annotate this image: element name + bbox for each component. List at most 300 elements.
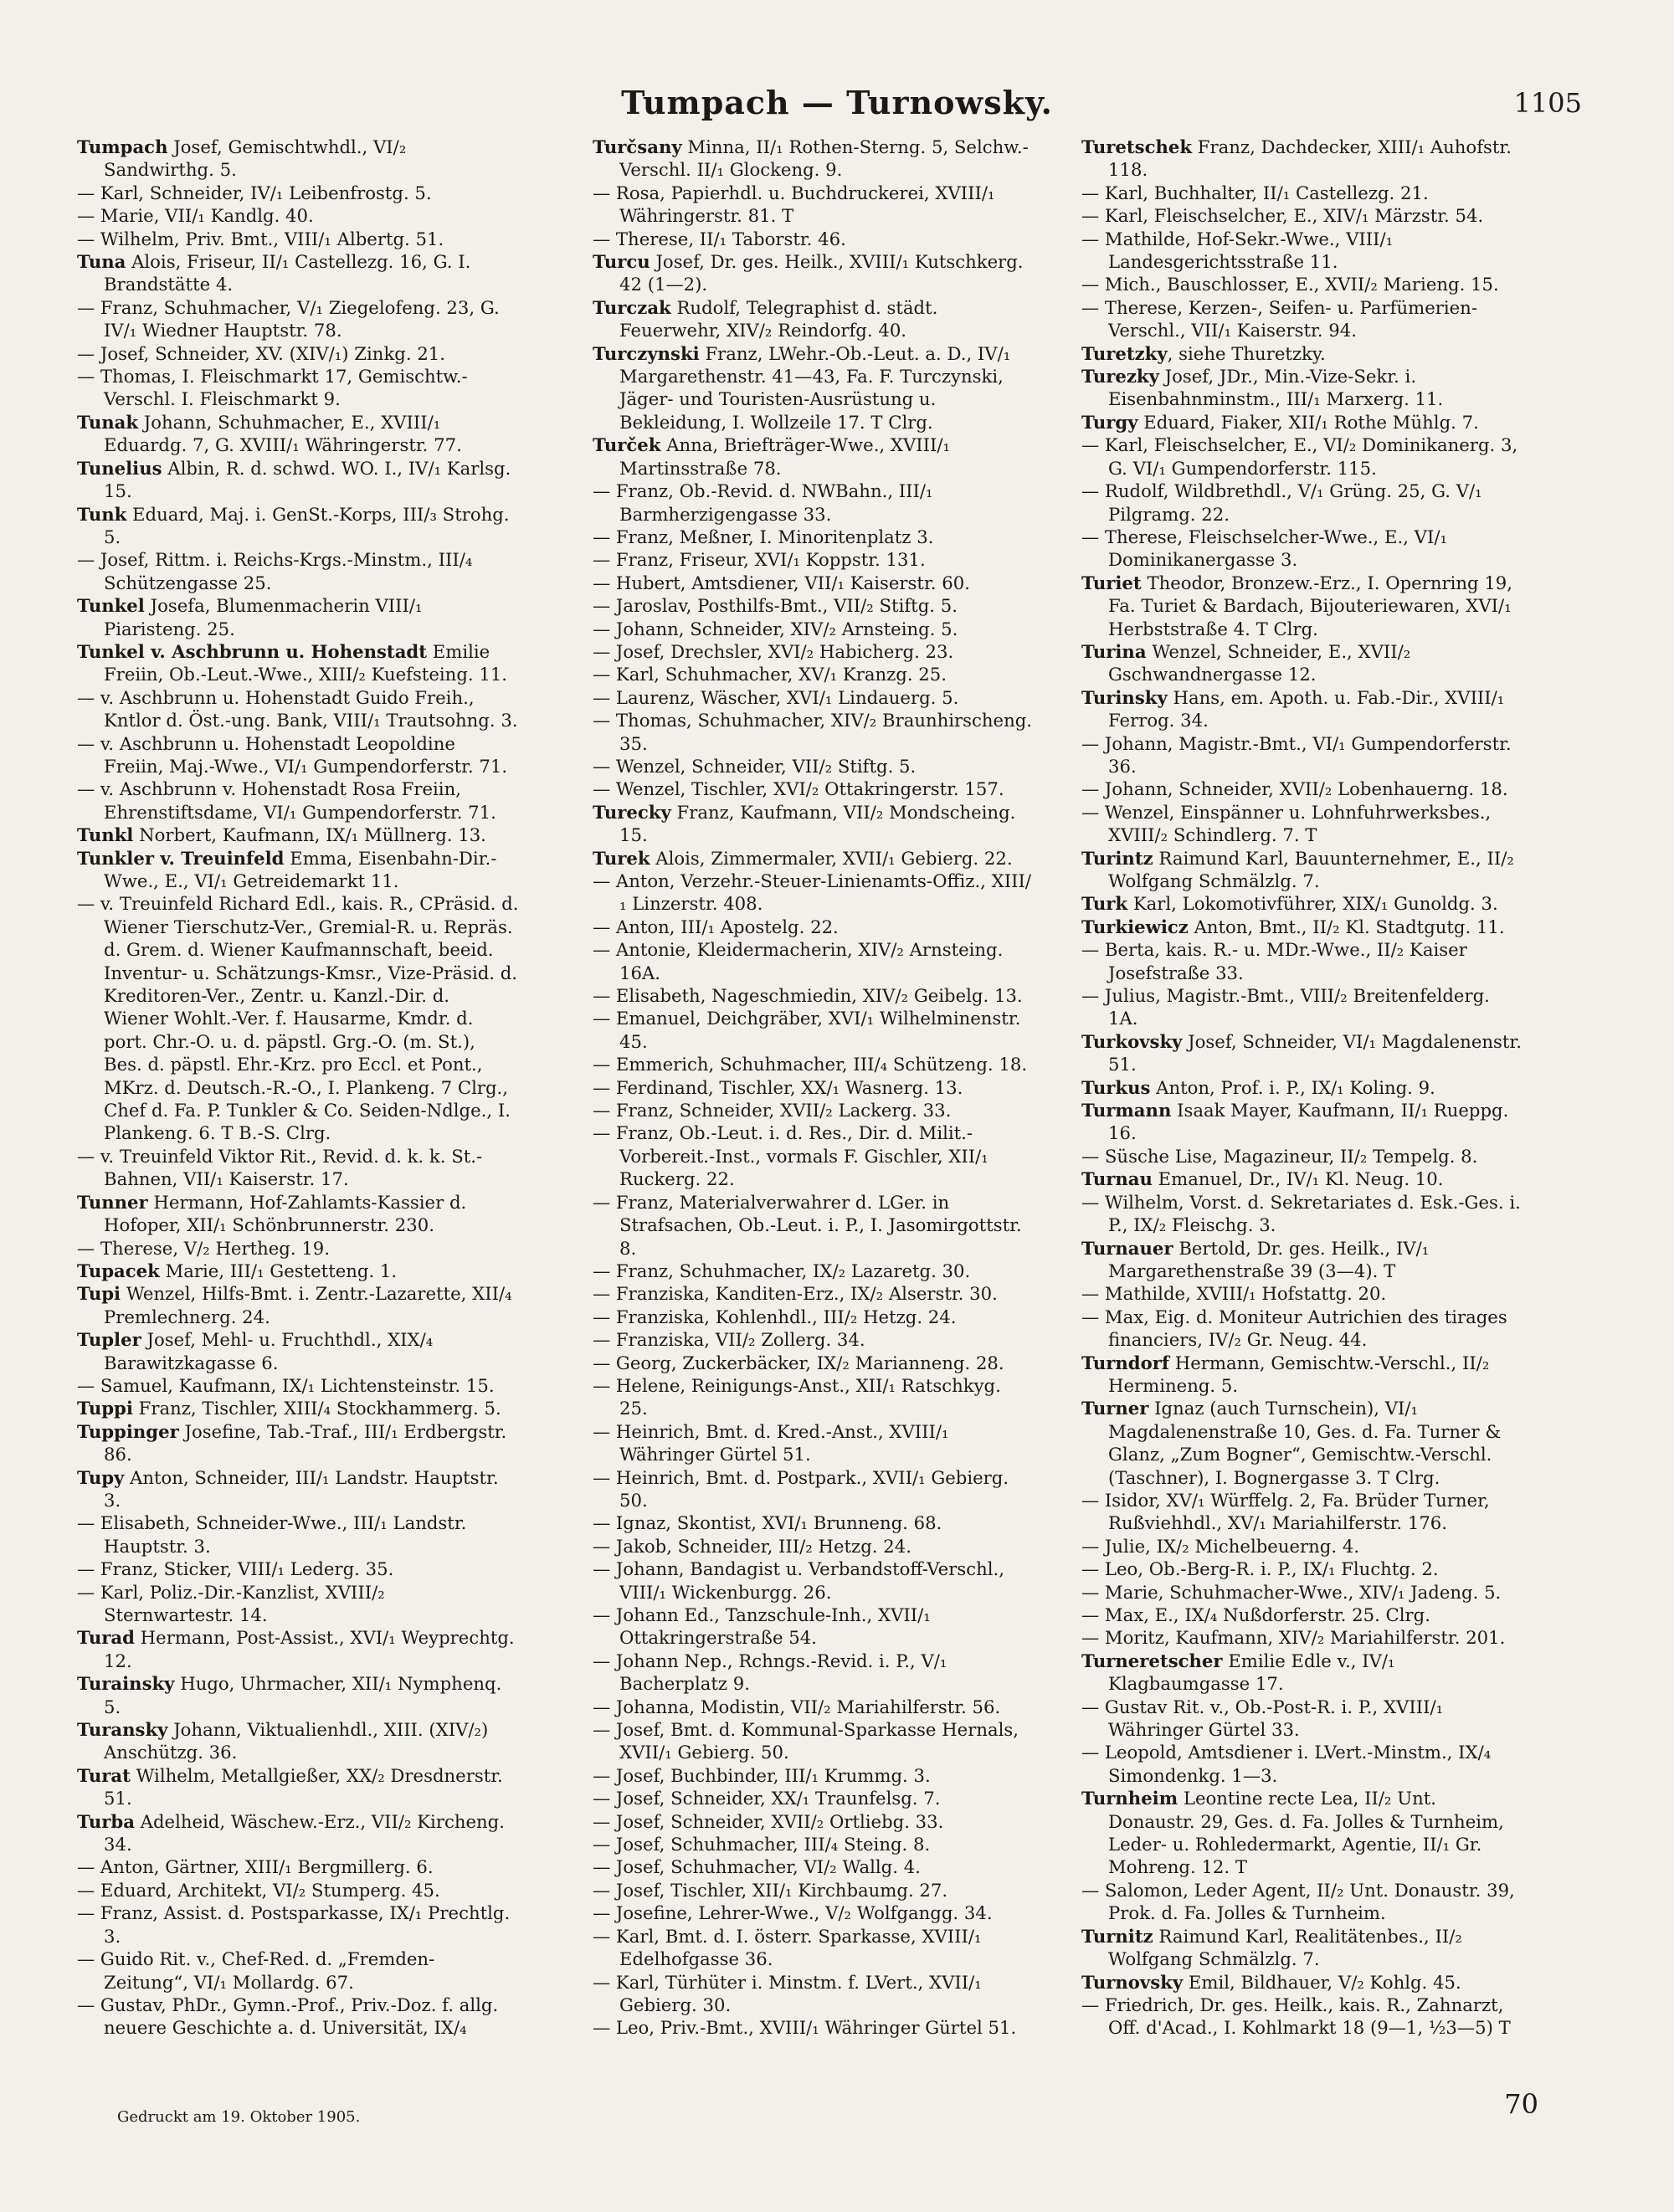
entry-details: — Johann Ed., Tanzschule-Inh., XVII/₁ Ottakringerstraße 54. xyxy=(593,1604,931,1649)
entry-details: — Leo, Priv.-Bmt., XVIII/₁ Währinger Gürtel 51. xyxy=(593,2017,1017,2039)
entry-details: — Therese, V/₂ Hertheg. 19. xyxy=(77,1237,331,1259)
entry-details: Norbert, Kaufmann, IX/₁ Müllnerg. 13. xyxy=(133,824,486,846)
directory-entry xyxy=(593,1535,1035,1558)
entry-surname: Turmann xyxy=(1081,1100,1172,1121)
entry-details: — Rosa, Papierhdl. u. Buchdruckerei, XVIII/₁ Währingerstr. 81. T xyxy=(593,182,995,227)
entry-details: — Karl, Buchhalter, II/₁ Castellezg. 21. xyxy=(1081,182,1429,203)
directory-entry xyxy=(593,984,1035,1007)
directory-entry xyxy=(77,1260,519,1282)
directory-entry xyxy=(593,870,1035,916)
directory-entry xyxy=(593,1925,1035,1971)
directory-entry xyxy=(77,1581,519,1627)
entry-details: — Josef, Drechsler, XVI/₂ Habicherg. 23. xyxy=(593,640,954,662)
entry-details: Marie, III/₁ Gestetteng. 1. xyxy=(159,1260,398,1281)
entry-details: — Wenzel, Einspänner u. Lohnfuhrwerksbes., XVIII/₂ Schindlerg. 7. T xyxy=(1081,801,1492,846)
entry-surname: Turad xyxy=(77,1627,135,1649)
entry-details: — Franz, Sticker, VIII/₁ Lederg. 35. xyxy=(77,1558,394,1580)
entry-details: — Wenzel, Tischler, XVI/₂ Ottakringerstr. 157. xyxy=(593,778,1004,800)
directory-entry xyxy=(77,250,519,296)
entry-surname: Turintz xyxy=(1081,847,1153,869)
entry-details: Johann, Viktualienhdl., XIII. (XIV/₂) Anschützg. 36. xyxy=(104,1719,489,1763)
directory-entry xyxy=(77,548,519,594)
entry-details: Leontine recte Lea, II/₂ Unt. Donaustr. 29, Ges. d. Fa. Jolles & Turnheim, Leder- u. Rohledermarkt, Agentie, II/₁ Gr. Mohreng. 12. T xyxy=(1108,1788,1504,1878)
directory-entry xyxy=(1081,732,1523,778)
directory-entry xyxy=(593,572,1035,594)
entry-details: — Karl, Fleischselcher, E., XIV/₁ Märzstr. 54. xyxy=(1081,205,1484,227)
directory-entry xyxy=(77,1558,519,1580)
entry-surname: Tunkl xyxy=(77,824,134,846)
entry-details: Raimund Karl, Bauunternehmer, E., II/₂ Wolfgang Schmälzlg. 7. xyxy=(1108,847,1514,891)
directory-entry xyxy=(593,1328,1035,1351)
directory-entry xyxy=(1081,572,1523,640)
entry-details: Josef, Dr. ges. Heilk., XVIII/₁ Kutschkerg. 42 (1—2). xyxy=(619,251,1024,295)
entry-details: — Josef, Schuhmacher, III/₄ Steing. 8. xyxy=(593,1834,931,1855)
directory-entry xyxy=(77,1237,519,1260)
entry-details: — Süsche Lise, Magazineur, II/₂ Tempelg. 8. xyxy=(1081,1145,1478,1167)
directory-entry xyxy=(593,1650,1035,1696)
entry-details: — Franz, Materialverwahrer d. LGer. in Strafsachen, Ob.-Leut. i. P., I. Jasomirgottstr. 8. xyxy=(593,1191,1022,1259)
directory-entry xyxy=(1081,273,1523,295)
entry-details: — Friedrich, Dr. ges. Heilk., kais. R., Zahnarzt, Off. d'Acad., I. Kohlmarkt 18 (9—1, ½3—5) T xyxy=(1081,1994,1511,2039)
entry-details: Franz, Tischler, XIII/₄ Stockhammerg. 5. xyxy=(132,1398,501,1419)
directory-entry xyxy=(1081,1489,1523,1535)
directory-entry xyxy=(593,1306,1035,1328)
entry-details: Raimund Karl, Realitätenbes., II/₂ Wolfgang Schmälzlg. 7. xyxy=(1108,1925,1462,1970)
directory-entry xyxy=(77,1420,519,1466)
directory-entry xyxy=(593,1420,1035,1466)
directory-entry xyxy=(77,365,519,411)
directory-entry xyxy=(77,686,519,732)
directory-entry xyxy=(593,618,1035,640)
entry-surname: Turnovsky xyxy=(1081,1971,1184,1993)
entry-details: — Ferdinand, Tischler, XX/₁ Wasnerg. 13. xyxy=(593,1076,963,1098)
directory-entry xyxy=(593,1718,1035,1764)
entry-details: — Karl, Poliz.-Dir.-Kanzlist, XVIII/₂ Sternwartestr. 14. xyxy=(77,1581,385,1625)
directory-entry xyxy=(593,1053,1035,1075)
directory-entry xyxy=(593,182,1035,228)
entry-surname: Tunelius xyxy=(77,457,162,479)
directory-entry xyxy=(77,847,519,893)
entry-surname: Turkovsky xyxy=(1081,1030,1183,1052)
entry-details: — Johann, Schneider, XIV/₂ Arnsteing. 5. xyxy=(593,618,958,639)
directory-entry xyxy=(1081,1741,1523,1787)
entry-details: , siehe Thuretzky. xyxy=(1167,342,1326,364)
entry-details: — Ignaz, Skontist, XVI/₁ Brunneng. 68. xyxy=(593,1512,942,1534)
entry-details: — Max, Eig. d. Moniteur Autrichien des tirages financiers, IV/₂ Gr. Neug. 44. xyxy=(1081,1306,1507,1351)
entry-details: — Eduard, Architekt, VI/₂ Stumperg. 45. xyxy=(77,1879,440,1901)
directory-entry xyxy=(77,1855,519,1878)
entry-details: — Mathilde, XVIII/₁ Hofstattg. 20. xyxy=(1081,1283,1387,1305)
entry-details: — Hubert, Amtsdiener, VII/₁ Kaiserstr. 60. xyxy=(593,572,970,593)
directory-entry xyxy=(1081,778,1523,800)
directory-entry xyxy=(77,503,519,549)
entry-details: — Emmerich, Schuhmacher, III/₄ Schützeng. 18. xyxy=(593,1054,1028,1075)
entry-surname: Turneretscher xyxy=(1081,1650,1223,1671)
entry-surname: Tunkel xyxy=(77,595,145,617)
directory-entry xyxy=(1081,1076,1523,1099)
entry-details: — Franziska, Kohlenhdl., III/₂ Hetzg. 24. xyxy=(593,1306,957,1327)
entry-surname: Turezky xyxy=(1081,366,1159,387)
entry-details: — Rudolf, Wildbrethdl., V/₁ Grüng. 25, G. V/₁ Pilgramg. 22. xyxy=(1081,480,1482,525)
entry-details: Johann, Schuhmacher, E., XVIII/₁ Eduardg. 7, G. XVIII/₁ Währingerstr. 77. xyxy=(104,411,462,456)
directory-entry xyxy=(593,1191,1035,1260)
entry-details: — Berta, kais. R.- u. MDr.-Wwe., II/₂ Kaiser Josefstraße 33. xyxy=(1081,939,1467,983)
directory-entry xyxy=(593,1511,1035,1534)
directory-entry xyxy=(593,801,1035,847)
entry-details: — Guido Rit. v., Chef-Red. d. „Fremden-Zeitung“, VI/₁ Mollardg. 67. xyxy=(77,1948,435,1993)
entry-details: — Jaroslav, Posthilfs-Bmt., VII/₂ Stiftg. 5. xyxy=(593,595,958,617)
directory-entry xyxy=(1081,1925,1523,1971)
entry-details: — v. Aschbrunn u. Hohenstadt Guido Freih., Kntlor d. Öst.-ung. Bank, VIII/₁ Trautsohng. 3. xyxy=(77,686,518,731)
entry-details: — Josef, Schuhmacher, VI/₂ Wallg. 4. xyxy=(593,1856,921,1878)
entry-surname: Turčsany xyxy=(593,136,682,157)
directory-entry xyxy=(1081,1994,1523,2040)
directory-entry xyxy=(593,709,1035,755)
directory-entry xyxy=(1081,1237,1523,1283)
directory-entry xyxy=(77,1948,519,1994)
entry-details: — Elisabeth, Schneider-Wwe., III/₁ Landstr. Hauptstr. 3. xyxy=(77,1512,467,1557)
entry-surname: Tupler xyxy=(77,1329,141,1351)
entry-details: Isaak Mayer, Kaufmann, II/₁ Rueppg. 16. xyxy=(1108,1100,1509,1144)
entry-details: — Franziska, VII/₂ Zollerg. 34. xyxy=(593,1329,865,1351)
entry-surname: Tunak xyxy=(77,411,139,433)
entry-surname: Turczak xyxy=(593,296,671,318)
entry-details: — v. Treuinfeld Richard Edl., kais. R., CPräsid. d. Wiener Tierschutz-Ver., Gremial-R. u. Repräs. d. Grem. d. Wiener Kaufmannschaft, beeid. Inventur- u. Schätzungs-Kmsr., Vize-Präsid. d. Kreditoren-Ver., Zentr. u. Kanzl.-Dir. d. Wiener Wohlt.-Ver. f. Hausarme, Kmdr. d. port. Chr.-O. u. d. päpstl. Grg.-O. (m. St.), Bes. d. päpstl. Ehr.-Krz. pro Eccl. et Pont., MKrz. d. Deutsch.-R.-O., I. Plankeng. 7 Clrg., Chef d. Fa. P. Tunkler & Co. Seiden-Ndlge., I. Plankeng. 6. T B.-S. Clrg. xyxy=(77,893,519,1144)
entry-details: — v. Aschbrunn v. Hohenstadt Rosa Freiin, Ehrenstiftsdame, VI/₁ Gumpendorferstr. 71. xyxy=(77,778,496,823)
entry-surname: Tumpach xyxy=(77,136,168,157)
directory-entry xyxy=(77,1191,519,1237)
directory-entry xyxy=(1081,136,1523,182)
entry-details: — Samuel, Kaufmann, IX/₁ Lichtensteinstr. 15. xyxy=(77,1374,495,1396)
entry-details: — Franz, Schuhmacher, V/₁ Ziegelofeng. 23, G. IV/₁ Wiedner Hauptstr. 78. xyxy=(77,296,500,341)
directory-entry xyxy=(593,1901,1035,1924)
directory-entry xyxy=(1081,1879,1523,1925)
entry-details: Hans, em. Apoth. u. Fab.-Dir., XVIII/₁ Ferrog. 34. xyxy=(1108,686,1505,731)
entry-surname: Turina xyxy=(1081,640,1147,662)
page-number: 1105 xyxy=(1513,87,1582,119)
entry-surname: Tunkel v. Aschbrunn u. Hohenstadt xyxy=(77,640,428,662)
directory-entry xyxy=(1081,204,1523,227)
entry-details: — Wenzel, Schneider, VII/₂ Stiftg. 5. xyxy=(593,755,917,777)
entry-details: — Johann, Bandagist u. Verbandstoff-Verschl., VIII/₁ Wickenburgg. 26. xyxy=(593,1558,1004,1603)
entry-details: Emilie Freiin, Ob.-Leut.-Wwe., XIII/₂ Kuefsteing. 11. xyxy=(104,640,508,685)
entry-details: — Salomon, Leder Agent, II/₂ Unt. Donaustr. 39, Prok. d. Fa. Jolles & Turnheim. xyxy=(1081,1879,1515,1924)
directory-entry xyxy=(593,847,1035,870)
entry-surname: Turetschek xyxy=(1081,136,1193,157)
entry-details: — Leopold, Amtsdiener i. LVert.-Minstm., IX/₄ Simondenkg. 1—3. xyxy=(1081,1742,1492,1786)
directory-entry xyxy=(1081,1099,1523,1145)
directory-entry xyxy=(1081,640,1523,686)
entry-surname: Tupy xyxy=(77,1466,125,1488)
entry-surname: Turndorf xyxy=(1081,1352,1170,1373)
entry-details: Hermann, Post-Assist., XVI/₁ Weyprechtg. 12. xyxy=(104,1627,515,1671)
entry-details: — Anton, III/₁ Apostelg. 22. xyxy=(593,916,839,937)
directory-entry xyxy=(1081,1971,1523,1994)
directory-entry xyxy=(77,1511,519,1558)
entry-details: — Gustav Rit. v., Ob.-Post-R. i. P., XVIII/₁ Währinger Gürtel 33. xyxy=(1081,1696,1444,1741)
column-middle xyxy=(593,136,1035,2040)
entry-details: — Leo, Ob.-Berg-R. i. P., IX/₁ Fluchtg. 2. xyxy=(1081,1558,1439,1580)
entry-surname: Turansky xyxy=(77,1719,168,1741)
directory-entry xyxy=(593,663,1035,685)
entry-details: — Max, E., IX/₄ Nußdorferstr. 25. Clrg. xyxy=(1081,1604,1430,1625)
directory-entry xyxy=(1081,434,1523,480)
directory-entry xyxy=(1081,1397,1523,1489)
entry-details: — Josef, Tischler, XII/₁ Kirchbaumg. 27. xyxy=(593,1879,948,1901)
entry-surname: Turinsky xyxy=(1081,686,1168,708)
directory-entry xyxy=(593,1466,1035,1512)
directory-entry xyxy=(77,457,519,503)
entry-details: Emilie Edle v., IV/₁ Klagbaumgasse 17. xyxy=(1108,1650,1395,1695)
directory-entry xyxy=(593,342,1035,434)
directory-entry xyxy=(593,1696,1035,1718)
directory-entry xyxy=(593,1810,1035,1833)
entry-details: — Antonie, Kleidermacherin, XIV/₂ Arnsteing. 16A. xyxy=(593,939,1004,983)
entry-surname: Turat xyxy=(77,1764,131,1786)
directory-entry xyxy=(1081,1604,1523,1626)
sheet-signature: 70 xyxy=(1504,2088,1538,2120)
entry-surname: Tupacek xyxy=(77,1260,160,1281)
directory-entry xyxy=(77,1810,519,1856)
entry-surname: Turner xyxy=(1081,1398,1149,1419)
entry-details: — Wilhelm, Priv. Bmt., VIII/₁ Albertg. 51. xyxy=(77,228,444,249)
directory-entry xyxy=(1081,228,1523,274)
entry-surname: Tuppinger xyxy=(77,1420,179,1442)
entry-details: Theodor, Bronzew.-Erz., I. Opernring 19, Fa. Turiet & Bardach, Bijouteriewaren, XVI/₁ Herbststraße 4. T Clrg. xyxy=(1108,572,1513,639)
page-title: Tumpach — Turnowsky. xyxy=(621,84,1053,121)
directory-entry xyxy=(77,1879,519,1901)
directory-entry xyxy=(593,916,1035,938)
entry-details: — Josef, Schneider, XV. (XIV/₁) Zinkg. 21. xyxy=(77,342,446,364)
entry-surname: Turgy xyxy=(1081,411,1138,433)
directory-entry xyxy=(77,1328,519,1374)
entry-details: Anton, Schneider, III/₁ Landstr. Hauptstr. 3. xyxy=(104,1466,499,1511)
entry-details: Wenzel, Hilfs-Bmt. i. Zentr.-Lazarette, XII/₄ Premlechnerg. 24. xyxy=(104,1283,512,1327)
entry-surname: Turecky xyxy=(593,801,671,823)
entry-details: — Anton, Verzehr.-Steuer-Linienamts-Offiz., XIII/₁ Linzerstr. 408. xyxy=(593,870,1031,915)
entry-details: Anton, Prof. i. P., IX/₁ Koling. 9. xyxy=(1150,1076,1435,1098)
entry-surname: Turetzky xyxy=(1081,342,1168,364)
directory-entry xyxy=(593,594,1035,617)
entry-details: Adelheid, Wäschew.-Erz., VII/₂ Kircheng. 34. xyxy=(104,1810,505,1855)
entry-details: Franz, Dachdecker, XIII/₁ Auhofstr. 118. xyxy=(1108,136,1512,181)
entry-details: Wilhelm, Metallgießer, XX/₂ Dresdnerstr. 51. xyxy=(104,1764,503,1809)
directory-entry xyxy=(593,1558,1035,1604)
directory-entry xyxy=(1081,365,1523,411)
directory-entry xyxy=(593,778,1035,800)
entry-details: — Thomas, I. Fleischmarkt 17, Gemischtw.-Verschl. I. Fleischmarkt 9. xyxy=(77,366,468,410)
directory-entry xyxy=(77,1994,519,2040)
entry-details: Hermann, Hof-Zahlamts-Kassier d. Hofoper, XII/₁ Schönbrunnerstr. 230. xyxy=(104,1191,467,1236)
entry-details: Alois, Friseur, II/₁ Castellezg. 16, G. I. Brandstätte 4. xyxy=(104,251,471,295)
entry-details: Hugo, Uhrmacher, XII/₁ Nymphenq. 5. xyxy=(104,1673,502,1717)
entry-details: Karl, Lokomotivführer, XIX/₁ Gunoldg. 3. xyxy=(1127,893,1498,915)
entry-details: — Therese, Fleischselcher-Wwe., E., VI/₁ Dominikanergasse 3. xyxy=(1081,526,1447,571)
directory-entry xyxy=(593,526,1035,548)
directory-entry xyxy=(593,2016,1035,2039)
entry-details: — Therese, II/₁ Taborstr. 46. xyxy=(593,228,846,249)
directory-entry xyxy=(77,1466,519,1512)
directory-entry xyxy=(77,594,519,640)
entry-surname: Tuna xyxy=(77,251,126,273)
entry-details: Josef, Gemischtwhdl., VI/₂ Sandwirthg. 5. xyxy=(104,136,407,181)
entry-details: — Heinrich, Bmt. d. Kred.-Anst., XVIII/₁ Währinger Gürtel 51. xyxy=(593,1420,949,1465)
entry-details: — Franz, Meßner, I. Minoritenplatz 3. xyxy=(593,526,934,547)
directory-entry xyxy=(1081,1581,1523,1604)
entry-details: — Karl, Schuhmacher, XV/₁ Kranzg. 25. xyxy=(593,664,947,685)
entry-details: — Wilhelm, Vorst. d. Sekretariates d. Esk.-Ges. i. P., IX/₂ Fleischg. 3. xyxy=(1081,1191,1521,1236)
entry-details: — Franz, Ob.-Revid. d. NWBahn., III/₁ Barmherzigengasse 33. xyxy=(593,480,933,525)
entry-surname: Turkiewicz xyxy=(1081,916,1189,937)
directory-entry xyxy=(593,1007,1035,1053)
entry-details: — Laurenz, Wäscher, XVI/₁ Lindauerg. 5. xyxy=(593,686,959,708)
directory-entry xyxy=(593,1855,1035,1878)
directory-entry xyxy=(1081,984,1523,1030)
entry-details: Hermann, Gemischtw.-Verschl., II/₂ Hermineng. 5. xyxy=(1108,1352,1490,1396)
entry-details: — Karl, Bmt. d. I. österr. Sparkasse, XVIII/₁ Edelhofgasse 36. xyxy=(593,1925,982,1970)
directory-entry xyxy=(1081,847,1523,893)
entry-details: — Julius, Magistr.-Bmt., VIII/₂ Breitenfelderg. 1A. xyxy=(1081,985,1490,1029)
directory-entry xyxy=(77,228,519,250)
entry-details: Josefine, Tab.-Traf., III/₁ Erdbergstr. 86. xyxy=(104,1420,507,1465)
directory-entry xyxy=(593,1374,1035,1420)
entry-details: — Georg, Zuckerbäcker, IX/₂ Marianneng. 28. xyxy=(593,1352,1004,1373)
entry-details: Minna, II/₁ Rothen-Sterng. 5, Selchw.-Verschl. II/₁ Glockeng. 9. xyxy=(619,136,1029,181)
directory-entry xyxy=(593,686,1035,709)
entry-details: Alois, Zimmermaler, XVII/₁ Gebierg. 22. xyxy=(650,847,1013,869)
entry-details: — Emanuel, Deichgräber, XVI/₁ Wilhelminenstr. 45. xyxy=(593,1008,1021,1052)
directory-entry xyxy=(593,296,1035,342)
directory-entry xyxy=(593,434,1035,480)
directory-entry xyxy=(77,1764,519,1810)
entry-details: Rudolf, Telegraphist d. städt. Feuerwehr, XIV/₂ Reindorfg. 40. xyxy=(619,296,938,341)
entry-surname: Turček xyxy=(593,434,661,456)
entry-details: Franz, LWehr.-Ob.-Leut. a. D., IV/₁ Margarethenstr. 41—43, Fa. F. Turczynski, Jäger- und Touristen-Ausrüstung u. Bekleidung, I. Wollzeile 17. T Clrg. xyxy=(619,342,1011,433)
directory-entry xyxy=(593,1764,1035,1787)
entry-details: Anton, Bmt., II/₂ Kl. Stadtgutg. 11. xyxy=(1188,916,1505,937)
directory-entry xyxy=(1081,938,1523,984)
entry-details: — Franz, Ob.-Leut. i. d. Res., Dir. d. Milit.-Vorbereit.-Inst., vormals F. Gischler, XII/₁ Ruckerg. 22. xyxy=(593,1122,988,1190)
entry-details: Josefa, Blumenmacherin VIII/₁ Piaristeng. 25. xyxy=(104,595,423,639)
entry-surname: Turek xyxy=(593,847,650,869)
entry-details: Josef, Mehl- u. Fruchthdl., XIX/₄ Barawitzkagasse 6. xyxy=(104,1329,434,1373)
entry-details: — Karl, Fleischselcher, E., VI/₂ Dominikanerg. 3, G. VI/₁ Gumpendorferstr. 115. xyxy=(1081,434,1518,479)
entry-details: Anna, Briefträger-Wwe., XVIII/₁ Martinsstraße 78. xyxy=(619,434,951,479)
entry-details: Emil, Bildhauer, V/₂ Kohlg. 45. xyxy=(1183,1971,1461,1993)
directory-entry xyxy=(1081,1650,1523,1696)
directory-entry xyxy=(1081,892,1523,915)
directory-entry xyxy=(77,1397,519,1419)
directory-entry xyxy=(1081,1168,1523,1190)
directory-entry xyxy=(77,1282,519,1328)
directory-entry xyxy=(593,755,1035,778)
entry-surname: Turnheim xyxy=(1081,1788,1178,1809)
directory-entry xyxy=(1081,1030,1523,1076)
directory-entry xyxy=(77,640,519,686)
directory-entry xyxy=(593,1833,1035,1855)
directory-entry xyxy=(593,1282,1035,1305)
directory-entry xyxy=(593,480,1035,526)
directory-entry xyxy=(77,1145,519,1191)
entry-details: Emma, Eisenbahn-Dir.-Wwe., E., VI/₁ Getreidemarkt 11. xyxy=(104,847,497,891)
directory-entry xyxy=(77,824,519,846)
directory-entry xyxy=(77,411,519,457)
entry-details: — Karl, Türhüter i. Minstm. f. LVert., XVII/₁ Gebierg. 30. xyxy=(593,1971,982,2015)
directory-entry xyxy=(77,1672,519,1718)
column-right xyxy=(1081,136,1523,2040)
entry-details: — Franz, Friseur, XVI/₁ Koppstr. 131. xyxy=(593,549,926,571)
entry-details: Emanuel, Dr., IV/₁ Kl. Neug. 10. xyxy=(1152,1168,1444,1190)
entry-details: — Thomas, Schuhmacher, XIV/₂ Braunhirscheng. 35. xyxy=(593,710,1033,754)
entry-details: — Helene, Reinigungs-Anst., XII/₁ Ratschkyg. 25. xyxy=(593,1374,1001,1419)
directory-entry xyxy=(593,1121,1035,1190)
directory-entry xyxy=(1081,182,1523,204)
entry-surname: Turnitz xyxy=(1081,1925,1153,1947)
entry-details: Franz, Kaufmann, VII/₂ Mondscheing. 15. xyxy=(619,801,1016,846)
entry-surname: Tunner xyxy=(77,1191,148,1213)
directory-entry xyxy=(77,732,519,778)
column-left xyxy=(77,136,519,2040)
directory-entry xyxy=(77,1626,519,1672)
directory-entry xyxy=(593,1971,1035,2017)
entry-details: — Karl, Schneider, IV/₁ Leibenfrostg. 5. xyxy=(77,182,432,203)
directory-entry xyxy=(1081,1535,1523,1558)
directory-entry xyxy=(593,1604,1035,1650)
entry-surname: Turiet xyxy=(1081,572,1142,593)
directory-entry xyxy=(1081,686,1523,732)
directory-entry xyxy=(1081,916,1523,938)
directory-entry xyxy=(1081,1626,1523,1649)
directory-entry xyxy=(1081,1306,1523,1352)
directory-entry xyxy=(77,342,519,365)
entry-details: — Josef, Rittm. i. Reichs-Krgs.-Minstm., III/₄ Schützengasse 25. xyxy=(77,549,473,593)
entry-details: — Johanna, Modistin, VII/₂ Mariahilferstr. 56. xyxy=(593,1696,1001,1717)
directory-entry xyxy=(593,938,1035,984)
entry-details: — Marie, Schuhmacher-Wwe., XIV/₁ Jadeng. 5. xyxy=(1081,1581,1502,1603)
directory-entry xyxy=(1081,1558,1523,1580)
entry-details: — Johann, Magistr.-Bmt., VI/₁ Gumpendorferstr. 36. xyxy=(1081,732,1512,777)
entry-surname: Turnauer xyxy=(1081,1237,1173,1259)
entry-details: Josef, Schneider, VI/₁ Magdalenenstr. 51. xyxy=(1108,1030,1522,1075)
entry-details: — Julie, IX/₂ Michelbeuerng. 4. xyxy=(1081,1535,1360,1557)
entry-details: — Josef, Schneider, XVII/₂ Ortliebg. 33. xyxy=(593,1810,944,1832)
directory-entry xyxy=(1081,801,1523,847)
directory-entry xyxy=(593,1787,1035,1809)
entry-surname: Turkus xyxy=(1081,1076,1151,1098)
entry-details: — Heinrich, Bmt. d. Postpark., XVII/₁ Gebierg. 50. xyxy=(593,1466,1009,1511)
directory-entry xyxy=(1081,526,1523,572)
directory-entry xyxy=(1081,1696,1523,1742)
entry-details: — Isidor, XV/₁ Würffelg. 2, Fa. Brüder Turner, Rußviehhdl., XV/₁ Mariahilferstr. 176. xyxy=(1081,1489,1490,1534)
entry-details: — v. Treuinfeld Viktor Rit., Revid. d. k. k. St.-Bahnen, VII/₁ Kaiserstr. 17. xyxy=(77,1145,483,1190)
directory-entry xyxy=(77,1374,519,1397)
entry-details: — Mich., Bauschlosser, E., XVII/₂ Marieng. 15. xyxy=(1081,274,1499,295)
directory-entry xyxy=(593,1076,1035,1099)
entry-details: Josef, JDr., Min.-Vize-Sekr. i. Eisenbahnminstm., III/₁ Marxerg. 11. xyxy=(1108,366,1444,410)
directory-entry xyxy=(593,548,1035,571)
directory-entry xyxy=(1081,296,1523,342)
entry-surname: Turczynski xyxy=(593,342,700,364)
directory-entry xyxy=(593,228,1035,250)
directory-entry xyxy=(77,1901,519,1948)
directory-entry xyxy=(77,778,519,824)
entry-details: — Mathilde, Hof-Sekr.-Wwe., VIII/₁ Landesgerichtsstraße 11. xyxy=(1081,228,1394,273)
directory-entry xyxy=(593,136,1035,182)
entry-surname: Turnau xyxy=(1081,1168,1153,1190)
directory-entry xyxy=(77,136,519,182)
entry-details: — Moritz, Kaufmann, XIV/₂ Mariahilferstr. 201. xyxy=(1081,1627,1506,1649)
entry-surname: Turk xyxy=(1081,893,1128,915)
